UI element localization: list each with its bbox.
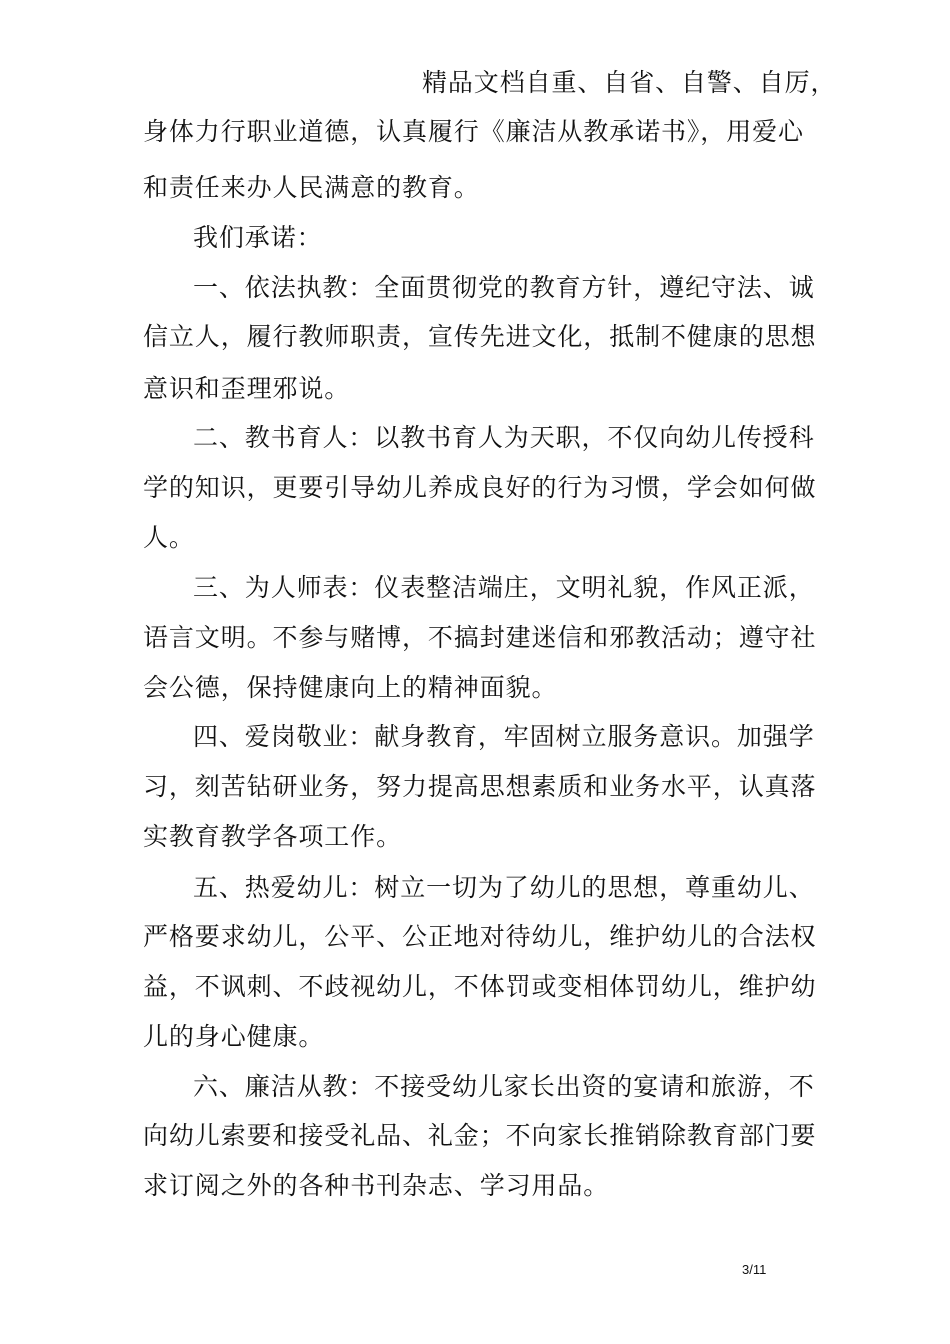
text-line: 实教育教学各项工作。 (143, 822, 403, 851)
text-line: 学的知识，更要引导幼儿养成良好的行为习惯，学会如何做 (143, 473, 817, 502)
text-line: 益，不讽刺、不歧视幼儿，不体罚或变相体罚幼儿，维护幼 (143, 972, 817, 1001)
text-line: 习，刻苦钻研业务，努力提高思想素质和业务水平，认真落 (143, 772, 817, 801)
text-line: 一、依法执教：全面贯彻党的教育方针，遵纪守法、诚 (193, 273, 815, 302)
text-line: 儿的身心健康。 (143, 1022, 325, 1051)
text-line: 信立人，履行教师职责，宣传先进文化，抵制不健康的思想 (143, 322, 817, 351)
text-line: 语言文明。不参与赌博，不搞封建迷信和邪教活动；遵守社 (143, 623, 817, 652)
text-line: 人。 (143, 523, 195, 552)
text-line: 我们承诺： (193, 223, 323, 252)
text-line: 向幼儿索要和接受礼品、礼金；不向家长推销除教育部门要 (143, 1121, 817, 1150)
text-line: 五、热爱幼儿：树立一切为了幼儿的思想，尊重幼儿、 (193, 873, 815, 902)
page-number: 3/11 (742, 1262, 767, 1277)
text-line: 求订阅之外的各种书刊杂志、学习用品。 (143, 1171, 610, 1200)
text-line: 身体力行职业道德，认真履行《廉洁从教承诺书》，用爱心 (143, 117, 804, 146)
text-line: 意识和歪理邪说。 (143, 374, 351, 403)
text-line: 严格要求幼儿，公平、公正地对待幼儿，维护幼儿的合法权 (143, 922, 817, 951)
text-line: 二、教书育人：以教书育人为天职，不仅向幼儿传授科 (193, 423, 815, 452)
text-line: 四、爱岗敬业：献身教育，牢固树立服务意识。加强学 (193, 722, 815, 751)
text-line: 和责任来办人民满意的教育。 (143, 173, 480, 202)
text-line: 六、廉洁从教：不接受幼儿家长出资的宴请和旅游，不 (193, 1072, 815, 1101)
text-line: 会公德，保持健康向上的精神面貌。 (143, 673, 558, 702)
text-line: 三、为人师表：仪表整洁端庄，文明礼貌，作风正派， (193, 573, 815, 602)
text-line: 精品文档自重、自省、自警、自厉， (422, 68, 837, 97)
